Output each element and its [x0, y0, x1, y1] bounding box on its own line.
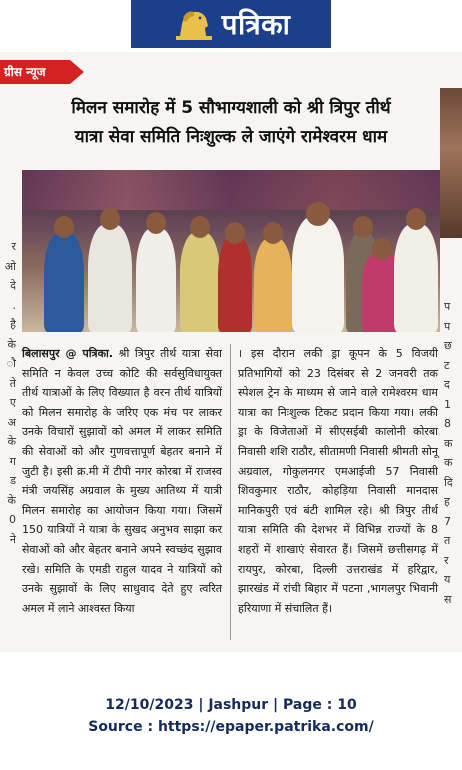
article-body — [22, 344, 440, 644]
adjacent-column-right — [440, 52, 462, 652]
photo-person — [136, 228, 176, 332]
photo-person — [88, 224, 132, 332]
headline-line-1: मिलन समारोह में 5 सौभाग्यशाली को श्री त्रिपुर तीर्थ — [71, 98, 391, 118]
section-banner: ग्रीस न्यूज — [0, 60, 70, 84]
photo-person — [394, 224, 438, 332]
photo-head — [100, 208, 120, 230]
photo-head — [306, 202, 330, 226]
event-photo — [22, 170, 440, 332]
photo-head — [353, 216, 373, 238]
left-edge-text: र ओ दे . है के ौ ते ए अ के ग ड के 0 ने — [4, 240, 16, 546]
photo-head — [190, 216, 210, 238]
adjacent-column-left — [0, 52, 20, 652]
footer-source-line: Source : https://epaper.patrika.com/ — [88, 719, 374, 735]
adjacent-photo — [440, 88, 462, 238]
article-column-right: । इस दौरान लकी ड्रा कूपन के 5 विजयी प्रतिभागियों को 23 दिसंबर से 2 जनवरी तक स्पेशल ट्रेन के माध्यम से जाने वाले रामेश्वरम धाम यात्रा का निःशुल्क टिकट प्रदान किया गया। लकी ड्रा के विजेताओं में सीएसईबी कालोनी कोरबा निवासी शशि राठौर, सीतामणी निवासी श्रीमती सोनू अग्रवाल, गोकुलनगर एमआईजी 57 निवासी शिवकुमार राठौर, कोहड़िया निवासी मानदास मानिकपुरी एवं बंटी शामिल रहे। श्री त्रिपुर तीर्थ यात्रा समिति की देशभर में विभिन्न राज्यों के 8 शहरों में शाखाएं सेवारत हैं। जिसमें छत्तीसगढ़ में रायपुर, कोरबा, दिल्ली उत्तराखंड में हरिद्वार, झारखंड में रांची बिहार में पटना ,भागलपुर भिवानी हरियाणा में संचालित हैं। — [238, 347, 438, 615]
photo-person — [44, 232, 84, 332]
right-edge-text: प प छ ट द 1 8 क क दि ह 7 त र य स — [444, 300, 453, 606]
article-text-left: श्री त्रिपुर तीर्थ यात्रा सेवा समिति न केवल उच्च कोटि की सर्वसुविधायुक्त तीर्थ यात्राओं के लिए विख्यात है वरन तीर्थ यात्रियों को मिलन समारोह के जरिए एक मंच पर लाकर उनके विचारों सुझावों को अमल में लाकर समिति की सेवाओं को और गुणवत्तापूर्ण बेहतर बनाने में जुटी है। इसी क्र.मी में टीपी नगर कोरबा में राजस्व मंत्री जयसिंह अग्रवाल के मुख्य आतिथ्य में यात्री मिलन समारोह का आयोजन किया गया। जिसमें 150 यात्रियों ने यात्रा के सुखद अनुभव साझा कर सेवाओं को और बेहतर बनाने अपने स्वच्छंद सुझाव रखे। समिति के एमडी राहुल यादव ने यात्रियों को उनके सुझावों के लिए साधुवाद देते हुए त्वरित अमल में लाने आश्वस्त किया — [22, 347, 222, 615]
column-divider — [230, 344, 231, 640]
newspaper-clipping — [0, 52, 462, 652]
photo-head — [54, 216, 74, 238]
photo-head — [225, 222, 245, 244]
photo-head — [406, 208, 426, 230]
article-column-left — [22, 344, 222, 618]
photo-head — [263, 222, 283, 244]
article-dateline: बिलासपुर @ पत्रिका. — [22, 347, 114, 360]
masthead-brand: पत्रिका — [221, 8, 291, 41]
article-headline — [22, 94, 440, 152]
photo-person — [292, 216, 344, 332]
photo-backdrop — [22, 170, 440, 210]
footer-date-line: 12/10/2023 | Jashpur | Page : 10 — [105, 697, 357, 713]
photo-person — [218, 236, 252, 332]
source-footer — [0, 694, 462, 738]
lion-emblem-icon — [172, 6, 216, 42]
masthead — [131, 0, 331, 48]
photo-person — [254, 238, 292, 332]
photo-head — [372, 238, 392, 260]
headline-line-2: यात्रा सेवा समिति निःशुल्क ले जाएंगे रामेश्वरम धाम — [74, 127, 388, 147]
photo-person — [180, 232, 220, 332]
photo-head — [146, 212, 166, 234]
